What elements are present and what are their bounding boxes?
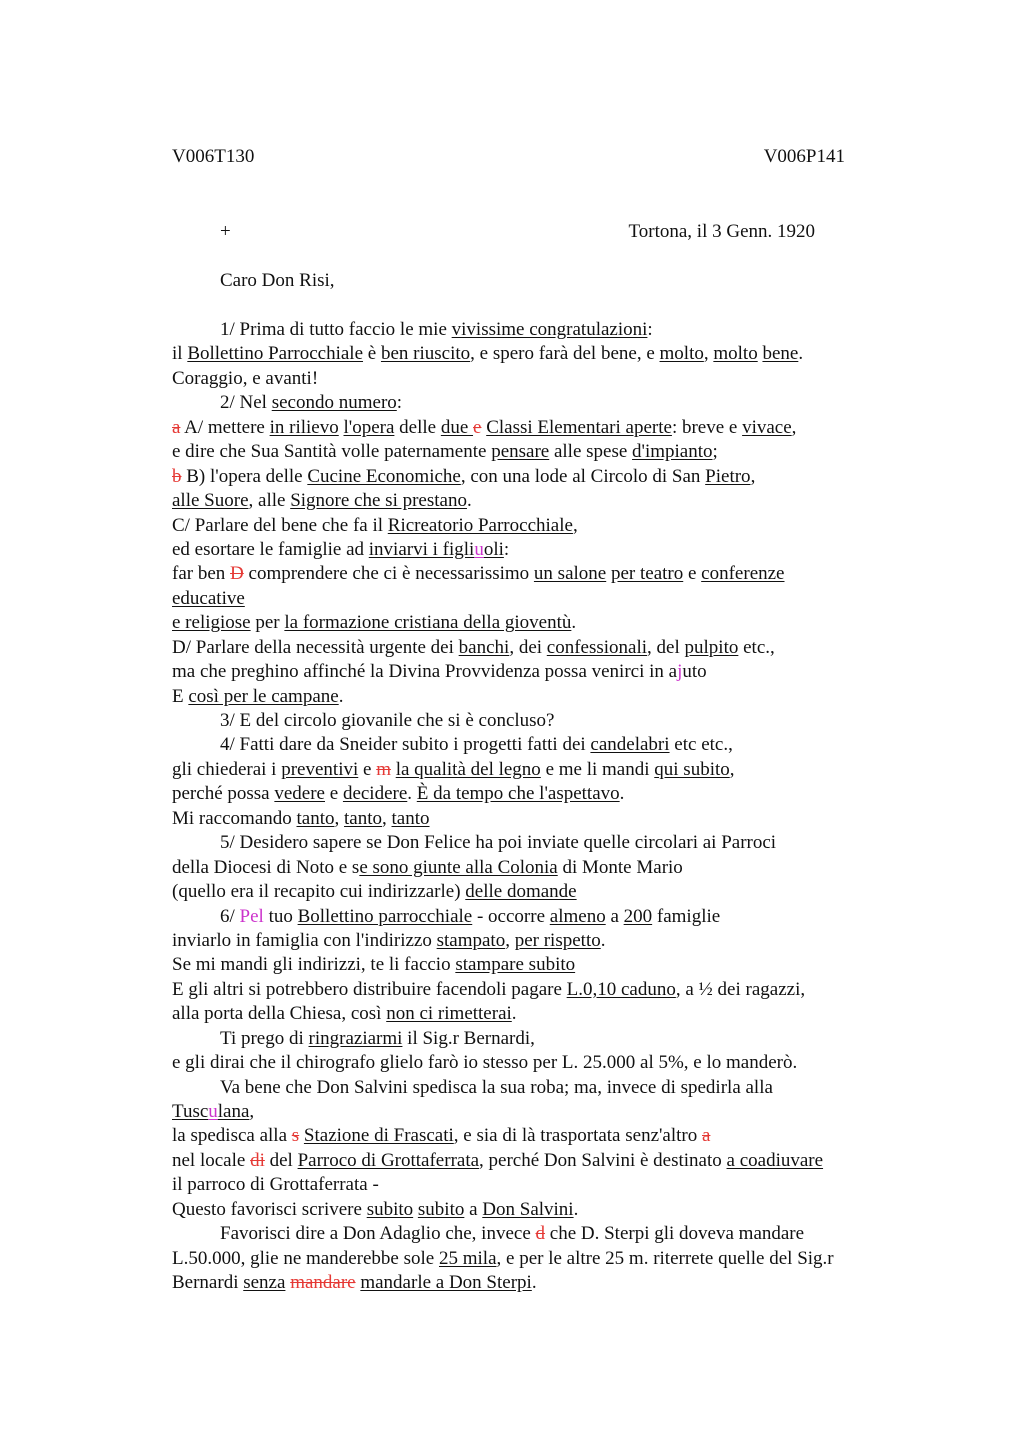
underlined-text: per rispetto	[514, 929, 601, 951]
underlined-text: e religiose	[172, 612, 251, 634]
deleted-text: D	[230, 563, 244, 585]
underlined-text: subito	[417, 1198, 465, 1220]
text-run: 1/ Prima di tutto faccio le mie	[220, 319, 452, 340]
text-run: .	[407, 783, 417, 805]
text-run: di Monte Mario	[557, 856, 683, 878]
letter-line	[172, 514, 932, 538]
text-run: ed esortare le famiglie ad	[172, 538, 369, 560]
letter-line	[172, 342, 932, 366]
text-run: Va bene che Don Salvini spedisca la sua roba; ma, invece di spedirla alla	[220, 1076, 773, 1098]
letter-line	[172, 1247, 932, 1271]
letter-line	[172, 489, 932, 513]
letter-line	[172, 953, 932, 977]
text-run: la spedisca alla	[172, 1125, 292, 1147]
correction-text: j	[677, 661, 683, 683]
underlined-text: 25 mila	[438, 1247, 497, 1269]
underlined-text: preventivi	[281, 758, 359, 780]
letter-line	[172, 1100, 932, 1124]
underlined-text: vivace	[742, 416, 792, 438]
left-reference-code: V006T130	[172, 146, 255, 167]
text-run: :	[647, 319, 653, 340]
underlined-text: mandarle a Don Sterpi	[360, 1272, 532, 1294]
underlined-text: delle domande	[465, 881, 577, 903]
underlined-text: a coadiuvare	[726, 1149, 824, 1171]
underlined-text: banchi	[458, 636, 510, 658]
text-run: Mi raccomando	[172, 807, 297, 829]
letter-line	[172, 807, 932, 831]
text-run: ,	[505, 929, 515, 951]
text-run: , e per le altre 25 m. riterrete quelle del Sig.r	[496, 1247, 834, 1269]
underlined-text: Don Salvini	[482, 1198, 574, 1220]
text-run: , e sia di là trasportata senz'altro	[453, 1125, 702, 1147]
text-run: B) l'opera delle	[181, 465, 308, 487]
text-run: delle	[394, 416, 441, 438]
text-run: (quello era il recapito cui indirizzarle)	[172, 881, 466, 903]
underlined-text: stampare subito	[455, 954, 576, 976]
underlined-text: alle Suore	[172, 490, 249, 512]
underlined-text: qui subito	[654, 758, 730, 780]
deleted-text: s	[291, 1125, 300, 1147]
text-run: E gli altri si potrebbero distribuire facendoli pagare	[172, 978, 567, 1000]
text-run: D/ Parlare della necessità urgente dei	[172, 636, 459, 658]
letter-line	[172, 440, 932, 464]
letter-line	[172, 367, 932, 391]
deleted-text: e	[473, 416, 482, 438]
text-run: tuo	[263, 905, 298, 927]
cross-symbol: +	[220, 221, 231, 242]
letter-line	[172, 1173, 932, 1197]
text-run: Bernardi	[172, 1272, 244, 1294]
underlined-text: pulpito	[684, 636, 739, 658]
text-run: il parroco di Grottaferrata -	[172, 1174, 379, 1196]
underlined-text: molto	[659, 343, 704, 365]
underlined-text: non ci rimetterai	[386, 1003, 512, 1025]
underlined-text: Tusc	[172, 1101, 209, 1122]
underlined-text: tanto	[344, 807, 383, 829]
text-run: il	[172, 343, 188, 365]
letter-line	[172, 685, 932, 709]
text-run: .	[571, 612, 577, 634]
text-run: C/ Parlare del bene che fa il	[172, 514, 388, 536]
underlined-text: Signore che si prestano	[290, 490, 467, 512]
underlined-text: subito	[366, 1198, 414, 1220]
underlined-text: molto	[713, 343, 758, 365]
text-run: Questo favorisci scrivere	[172, 1198, 367, 1220]
letter-line	[172, 611, 932, 635]
text-run: 5/ Desidero sapere se Don Felice ha poi inviate quelle circolari ai Parroci	[220, 832, 777, 854]
underlined-text: L.0,10 caduno	[566, 978, 676, 1000]
deleted-text: mandare	[290, 1272, 356, 1294]
text-run: .	[798, 343, 804, 365]
underlined-text: almeno	[549, 905, 606, 927]
document-header	[172, 146, 845, 170]
text-run: inviarlo in famiglia con l'indirizzo	[172, 929, 437, 951]
underlined-text: Ricreatorio Parrocchiale	[387, 514, 573, 536]
underlined-text: Cucine Economiche	[307, 465, 461, 487]
underlined-correction-text: u	[208, 1101, 218, 1122]
underlined-text: 200	[623, 905, 653, 927]
text-run: che D. Sterpi gli doveva mandare	[545, 1223, 805, 1245]
text-run: .	[573, 1198, 579, 1220]
letter-line	[172, 391, 932, 415]
text-run: e	[358, 758, 377, 780]
letter-line	[172, 1222, 932, 1246]
text-run: :	[503, 538, 510, 560]
text-run: etc etc.,	[669, 734, 733, 756]
letter-line	[172, 562, 932, 586]
text-run: gli chiederai i	[172, 758, 282, 780]
letter-line	[172, 856, 932, 880]
text-run: .	[338, 685, 344, 707]
text-run: perché possa	[172, 783, 275, 805]
text-run: Favorisci dire a Don Adaglio che, invece	[220, 1223, 536, 1245]
dateline	[220, 221, 815, 243]
letter-line	[172, 1027, 932, 1051]
underlined-text: per teatro	[610, 563, 684, 585]
letter-line	[172, 831, 932, 855]
underlined-text: tanto	[391, 807, 430, 829]
text-run: 2/ Nel	[220, 392, 272, 414]
letter-line	[172, 416, 932, 440]
underlined-text: Stazione di Frascati	[303, 1125, 454, 1147]
underlined-text: ben riuscito	[380, 343, 471, 365]
text-run: a	[464, 1198, 483, 1220]
text-run: e gli dirai che il chirografo glielo farò io stesso per L. 25.000 al 5%, e lo manderò.	[172, 1052, 798, 1074]
underlined-text: educative	[172, 587, 245, 609]
letter-line	[172, 905, 932, 929]
underlined-text: Classi Elementari aperte	[486, 416, 672, 438]
text-run: ,	[249, 1101, 255, 1122]
letter-line	[172, 929, 932, 953]
text-run: , con una lode al Circolo di San	[460, 465, 706, 487]
underlined-text: la qualità del legno	[395, 758, 541, 780]
underlined-text: Pietro	[705, 465, 751, 487]
text-run: .	[466, 490, 472, 512]
text-run: 4/ Fatti dare da Sneider subito i progetti fatti dei	[220, 734, 591, 756]
underlined-text: confessionali	[546, 636, 648, 658]
salutation: Caro Don Risi,	[220, 270, 335, 291]
underlined-text: tanto	[296, 807, 335, 829]
text-run: , dei	[509, 636, 547, 658]
text-run: .	[619, 783, 625, 805]
text-run: : breve e	[671, 416, 743, 438]
text-run: ,	[334, 807, 345, 829]
underlined-text: un salone	[533, 563, 607, 585]
underlined-text: stampato	[436, 929, 506, 951]
text-run: Coraggio, e avanti!	[172, 367, 319, 389]
letter-line	[172, 465, 932, 489]
text-run: L.50.000, glie ne manderebbe sole	[172, 1247, 439, 1269]
text-run: uto	[682, 661, 707, 683]
underlined-text: senza	[243, 1272, 286, 1294]
underlined-text: d'impianto	[632, 441, 713, 463]
underlined-text: decidere	[342, 783, 408, 805]
text-run: e dire che Sua Santità volle paternamente	[172, 441, 492, 463]
letter-line	[172, 709, 932, 733]
text-run: Se mi mandi gli indirizzi, te li faccio	[172, 954, 456, 976]
underlined-text: Bollettino Parrocchiale	[187, 343, 364, 365]
text-run: ,	[382, 807, 392, 829]
letter-date: Tortona, il 3 Genn. 1920	[628, 221, 815, 242]
underlined-text: È da tempo che l'aspettavo	[416, 783, 620, 805]
underlined-text: l'opera	[343, 416, 395, 438]
underlined-text: due	[440, 416, 474, 438]
letter-line	[172, 782, 932, 806]
text-run: A/ mettere	[180, 416, 270, 438]
text-run: , alle	[248, 490, 291, 512]
letter-body	[172, 318, 932, 1296]
letter-line	[172, 587, 932, 611]
text-run: 6/	[220, 905, 240, 927]
letter-line	[172, 1198, 932, 1222]
text-run: E	[172, 685, 189, 707]
underlined-text: così per le campane	[188, 685, 339, 707]
underlined-text: lana	[217, 1101, 250, 1122]
text-run: è	[363, 343, 381, 365]
underlined-text: secondo numero	[271, 392, 397, 414]
deleted-text: d	[535, 1223, 546, 1245]
text-run: del	[264, 1149, 298, 1171]
letter-line	[172, 1124, 932, 1148]
text-run: , e spero farà del bene, e	[470, 343, 660, 365]
text-run: :	[396, 392, 403, 414]
underlined-text: oli	[483, 538, 504, 560]
underlined-text: pensare	[491, 441, 550, 463]
text-run: ,	[729, 758, 735, 780]
text-run: e	[325, 783, 343, 805]
letter-line	[172, 1271, 932, 1295]
underlined-text: in rilievo	[269, 416, 339, 438]
text-run: alla porta della Chiesa, così	[172, 1003, 387, 1025]
text-run: .	[511, 1003, 517, 1025]
letter-line	[172, 1076, 932, 1100]
letter-line	[172, 1051, 932, 1075]
text-run: .	[600, 929, 606, 951]
deleted-text: a	[702, 1125, 711, 1147]
text-run: comprendere che ci è necessarissimo	[243, 563, 534, 585]
letter-line	[172, 1002, 932, 1026]
deleted-text: m	[376, 758, 391, 780]
text-run: 3/ E del circolo giovanile che si è concluso?	[220, 710, 555, 731]
text-run: ,	[572, 514, 578, 536]
underlined-text: conferenze	[701, 563, 785, 585]
underlined-text: vivissime congratulazioni	[451, 319, 648, 340]
text-run: , perché Don Salvini è destinato	[479, 1149, 727, 1171]
letter-line	[172, 758, 932, 782]
text-run: ;	[712, 441, 718, 463]
letter-line	[172, 660, 932, 684]
letter-line	[172, 636, 932, 660]
text-run: a	[605, 905, 624, 927]
text-run: far ben	[172, 563, 231, 585]
underlined-text: candelabri	[590, 734, 670, 756]
right-reference-code: V006P141	[763, 146, 845, 167]
underlined-text: ringraziarmi	[308, 1027, 403, 1049]
underlined-text: Parroco di Grottaferrata	[297, 1149, 480, 1171]
text-run: .	[531, 1272, 537, 1294]
text-run: ,	[750, 465, 756, 487]
text-run: il Sig.r Bernardi,	[402, 1027, 535, 1049]
underlined-text: e sono giunte alla Colonia	[359, 856, 558, 878]
correction-text: Pel	[239, 905, 264, 927]
underlined-text: vedere	[274, 783, 325, 805]
text-run: ,	[703, 343, 714, 365]
text-run: Ti prego di	[220, 1027, 309, 1049]
text-run: , del	[647, 636, 685, 658]
deleted-text: a	[172, 416, 181, 438]
text-run: famiglie	[652, 905, 721, 927]
letter-line	[172, 733, 932, 757]
text-run: ma che preghino affinché la Divina Provvidenza possa venirci in a	[172, 661, 678, 683]
underlined-text: bene	[762, 343, 799, 365]
text-run: per	[250, 612, 285, 634]
underlined-text: Bollettino parrocchiale	[297, 905, 473, 927]
text-run: etc.,	[738, 636, 775, 658]
letter-line	[172, 978, 932, 1002]
underlined-text: inviarvi i figli	[368, 538, 475, 560]
letter-line	[172, 538, 932, 562]
text-run: e	[683, 563, 702, 585]
deleted-text: di	[250, 1149, 265, 1171]
letter-line	[172, 880, 932, 904]
letter-line	[172, 1149, 932, 1173]
text-run: alle spese	[549, 441, 633, 463]
text-run: - occorre	[472, 905, 550, 927]
text-run: , a ½ dei ragazzi,	[675, 978, 806, 1000]
underlined-correction-text: u	[474, 538, 484, 560]
text-run: della Diocesi di Noto e s	[172, 856, 360, 878]
text-run: ,	[791, 416, 797, 438]
letter-line	[172, 318, 932, 342]
text-run: e me li mandi	[540, 758, 655, 780]
underlined-text: la formazione cristiana della gioventù	[284, 612, 572, 634]
text-run: nel locale	[172, 1149, 251, 1171]
deleted-text: b	[172, 465, 182, 487]
